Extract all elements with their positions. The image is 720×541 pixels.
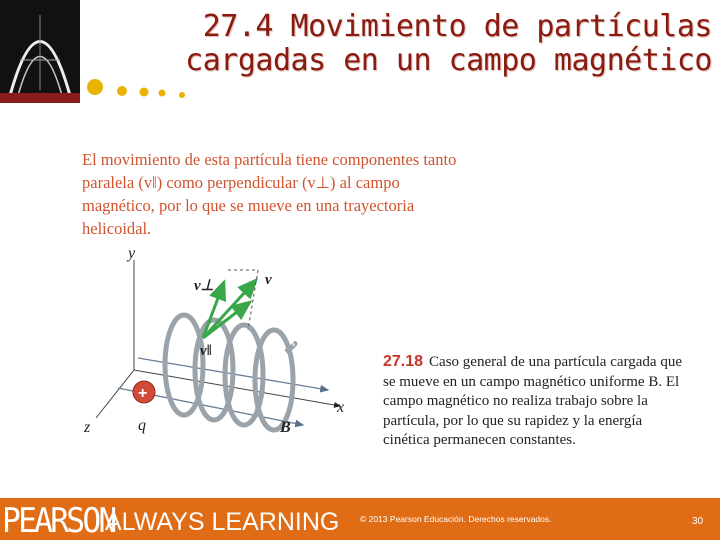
cover-stripe (0, 93, 80, 103)
pearson-logo: PEARSON (2, 501, 115, 541)
v-par-label: v‖ (200, 343, 212, 359)
figure-caption (383, 352, 683, 451)
charge-q-label: q (138, 417, 146, 434)
axes (96, 260, 340, 418)
footer-tagline: ALWAYS LEARNING (105, 508, 340, 536)
footer-bar (0, 498, 720, 540)
vector-guides (228, 270, 258, 330)
bridge-arch-graphic (0, 0, 80, 103)
helix-description: El movimiento de esta partícula tiene componentes tanto paralela (v‖) como perpendicular (v⊥) al campo magnético, por lo que se mueve en una trayectoria helicoidal. (82, 150, 457, 238)
field-b-label: B (280, 419, 291, 436)
figure-number: 27.18 (383, 353, 424, 370)
book-cover-image (0, 0, 80, 103)
helix-path (165, 315, 293, 430)
copyright-text: © 2013 Pearson Educación. Derechos reservados. (360, 514, 552, 524)
slide-title (100, 10, 712, 78)
charge-sign: + (138, 385, 148, 402)
decorative-dots (86, 76, 196, 100)
v-label: v (265, 272, 272, 288)
helix-figure (78, 240, 378, 440)
title-line-2: cargadas en un campo magnético (185, 43, 712, 78)
figure-caption-text: Caso general de una partícula cargada que se mueve en un campo magnético uniforme B. El campo magnético no realiza trabajo sobre la partícula, por lo que su rapidez y la energía cinética permanecen constantes. (383, 354, 682, 448)
axis-z-label: z (84, 419, 91, 436)
axis-y-label: y (128, 245, 136, 262)
v-perp-label: v⊥ (194, 278, 214, 294)
page-number: 30 (692, 516, 704, 527)
title-line-1: 27.4 Movimiento de partículas (202, 9, 712, 44)
axis-x-label: x (337, 399, 345, 416)
